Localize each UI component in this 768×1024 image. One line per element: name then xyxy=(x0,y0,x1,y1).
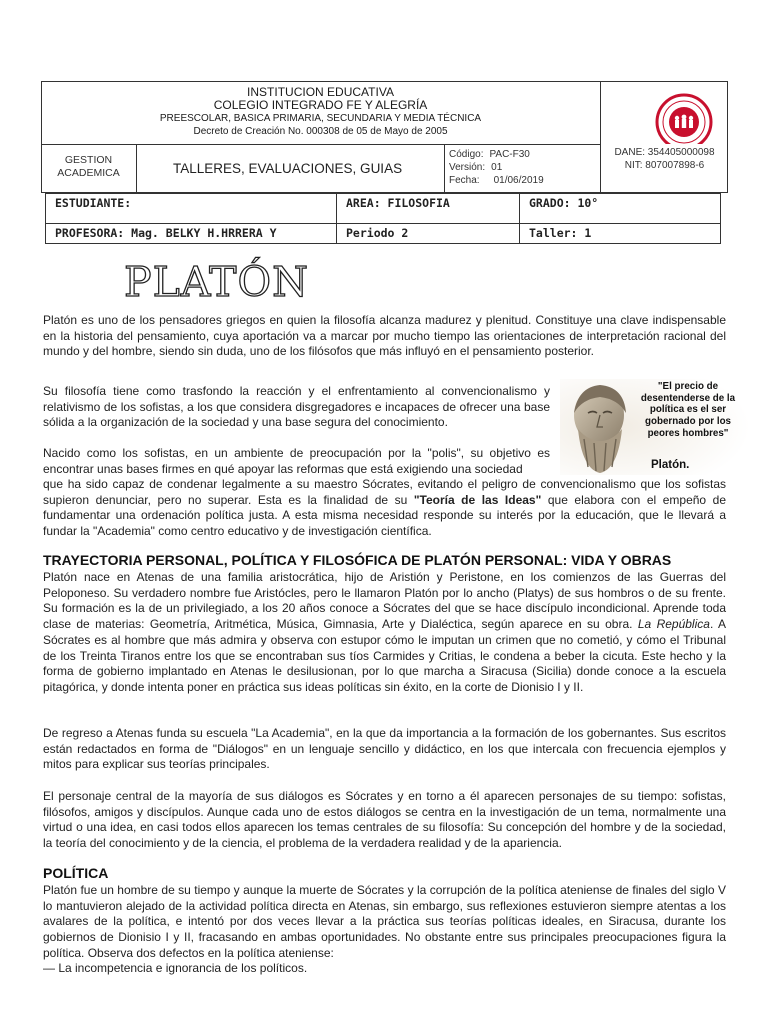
dane-nit-block xyxy=(601,145,728,193)
fecha-label: Fecha: xyxy=(449,175,480,186)
periodo-field: Periodo 2 xyxy=(336,223,520,244)
politica-bullet: — La incompetencia e ignorancia de los políticos. xyxy=(43,961,308,975)
dialogues-paragraph: El personaje central de la mayoría de sus diálogos es Sócrates y en torno a él aparecen personajes de su tiempo: sofistas, filósofos, amigos y discípulos. Aunque cada uno de estos diálogos se centra en la investigación de un tema, normalmente una virtud o una idea, en casi todos ellos aparecen los temas centrales de su filosofía: Su concepción del hombre y de la sociedad, la teoría del conocimiento y de la ciencia, el problema de la verdadera realidad y de la apariencia. xyxy=(43,789,726,851)
plato-quote: "El precio de desentenderse de la política es el ser gobernado por los peores hombres" xyxy=(640,381,736,439)
fecha-value: 01/06/2019 xyxy=(493,175,544,186)
version-value: 01 xyxy=(491,162,503,173)
taller-field: Taller: 1 xyxy=(519,223,721,244)
school-logo xyxy=(601,81,728,144)
ideas-paragraph xyxy=(43,477,726,540)
codigo-value: PAC-F30 xyxy=(489,149,530,160)
codigo-label: Código: xyxy=(449,149,484,160)
ideas-text-pre: que ha sido capaz de condenar legalmente a su maestro Sócrates, evitando el peligro de convencionalismo que los sofistas supieron denunciar, pero no superar. Esta es la finalidad de su xyxy=(43,477,726,507)
intro-paragraph: Platón es uno de los pensadores griegos en quien la filosofía alcanza madurez y plenitud. Constituye una clave indispensable en la historia del pensamiento, cuya aportación va a marcar por mucho tiempo las orientaciones de interpretación racional del mundo y del hombre, siendo sin duda, uno de los filósofos que más influyó en el pensamiento posterior. xyxy=(43,313,726,359)
document-meta xyxy=(445,145,601,193)
education-levels: PREESCOLAR, BASICA PRIMARIA, SECUNDARIA Y MEDIA TÉCNICA xyxy=(159,113,482,124)
polis-paragraph: Nacido como los sofistas, en un ambiente de preocupación por la "polis", su objetivo es encontrar unas bases firmes en qué apoyar las reformas que está exigiendo una sociedad xyxy=(43,446,550,476)
ideas-theory-bold: "Teoría de las Ideas" xyxy=(413,492,542,507)
document-type: TALLERES, EVALUACIONES, GUIAS xyxy=(137,145,445,193)
ideas-text-post: que elabora con el empeño de fundamentar una ordenación política justa. A esta misma necesidad responde su interés por la educación, que le llevará a fundar la "Academia" como centro educativo y de investigación científica. xyxy=(43,492,726,539)
academia-paragraph: De regreso a Atenas funda su escuela "La Academia", en la que da importancia a la formación de los gobernantes. Sus escritos están redactados en forma de "Diálogos" en un lenguaje sencillo y didáctico, en los que intercala con frecuencia ejemplos y mitos para explicar sus teorías principales. xyxy=(43,726,726,772)
institution-name: INSTITUCION EDUCATIVA xyxy=(247,85,394,99)
quote-author: Platón. xyxy=(651,459,690,471)
biography-text-pre: Platón nace en Atenas de una familia aristocrática, hijo de Aristión y Peristone, en los comienzos de las Guerras del Peloponeso. Su verdadero nombre fue Aristócles, pero le llamaron Platón por lo ancho (Platys) de sus hombros o de su frente. Su formación es la de un privilegiado, a los 20 años conoce a Sócrates del que se hace discípulo incondicional. Aprende toda clase de materias: Geometría, Aritmética, Música, Gimnasia, Arte y Dialéctica, según aparece en su obra. xyxy=(43,570,726,632)
creation-decree: Decreto de Creación No. 000308 de 05 de Mayo de 2005 xyxy=(193,126,448,137)
philosophy-paragraph: Su filosofía tiene como trasfondo la reacción y el enfrentamiento al convencionalismo y relativismo de los sofistas, a los que considera disgregadores e incapaces de ofrecer una base sólida a la organización de la sociedad y una base segura del conocimiento. xyxy=(43,384,550,430)
biography-text-post: . A Sócrates es al hombre que más admira y observa con estupor cómo le imputan un crimen que no cometió, y cómo el Tribunal de los Treinta Tiranos entre los que se encontraban sus tíos Carmides y Critias, le condena a beber la cicuta. Este hecho y la forma de gobierno implantado en Atenas le desilusionan, por lo que marcha a Siracusa (Sicilia) donde conoce a la escuela pitagórica, y donde intenta poner en práctica sus ideas políticas sin éxito, en la corte de Dionisio I y II. xyxy=(43,617,726,694)
profesora-field: PROFESORA: Mag. BELKY H.HRRERA Y xyxy=(45,223,337,244)
section-politica-heading: POLÍTICA xyxy=(43,865,109,881)
la-republica-title: La República xyxy=(637,617,710,632)
biography-paragraph xyxy=(43,570,726,696)
politica-paragraph: Platón fue un hombre de su tiempo y aunque la muerte de Sócrates y la corrupción de la política ateniense de finales del siglo V lo mantuvieron alejado de la actividad política directa en Atenas, sin embargo, sus reflexiones estuvieron siempre atentas a los avalares de la política, e intentó por dos veces llevar a la práctica sus teorías políticas ideales, en Siracusa, durante los gobiernos de Dionisio I y II, fracasando en ambas oportunidades. No obstante entre sus principales preocupaciones figura la política. Observa dos defectos en la política ateniense: xyxy=(43,883,726,960)
section-trayectoria-heading: TRAYECTORIA PERSONAL, POLÍTICA Y FILOSÓFICA DE PLATÓN PERSONAL: VIDA Y OBRAS xyxy=(43,552,672,568)
nit-code: NIT: 807007898-6 xyxy=(624,160,705,171)
version-label: Versión: xyxy=(449,162,486,173)
estudiante-field[interactable]: ESTUDIANTE: xyxy=(45,193,337,224)
dane-code: DANE: 354405000098 xyxy=(614,147,715,158)
college-name: COLEGIO INTEGRADO FE Y ALEGRÍA xyxy=(213,98,428,112)
page-title: PLATÓN xyxy=(124,258,310,306)
grado-field: GRADO: 10° xyxy=(519,193,721,224)
area-field: AREA: FILOSOFIA xyxy=(336,193,520,224)
institution-block xyxy=(41,81,601,145)
gestion-label: GESTION ACADEMICA xyxy=(41,145,137,193)
